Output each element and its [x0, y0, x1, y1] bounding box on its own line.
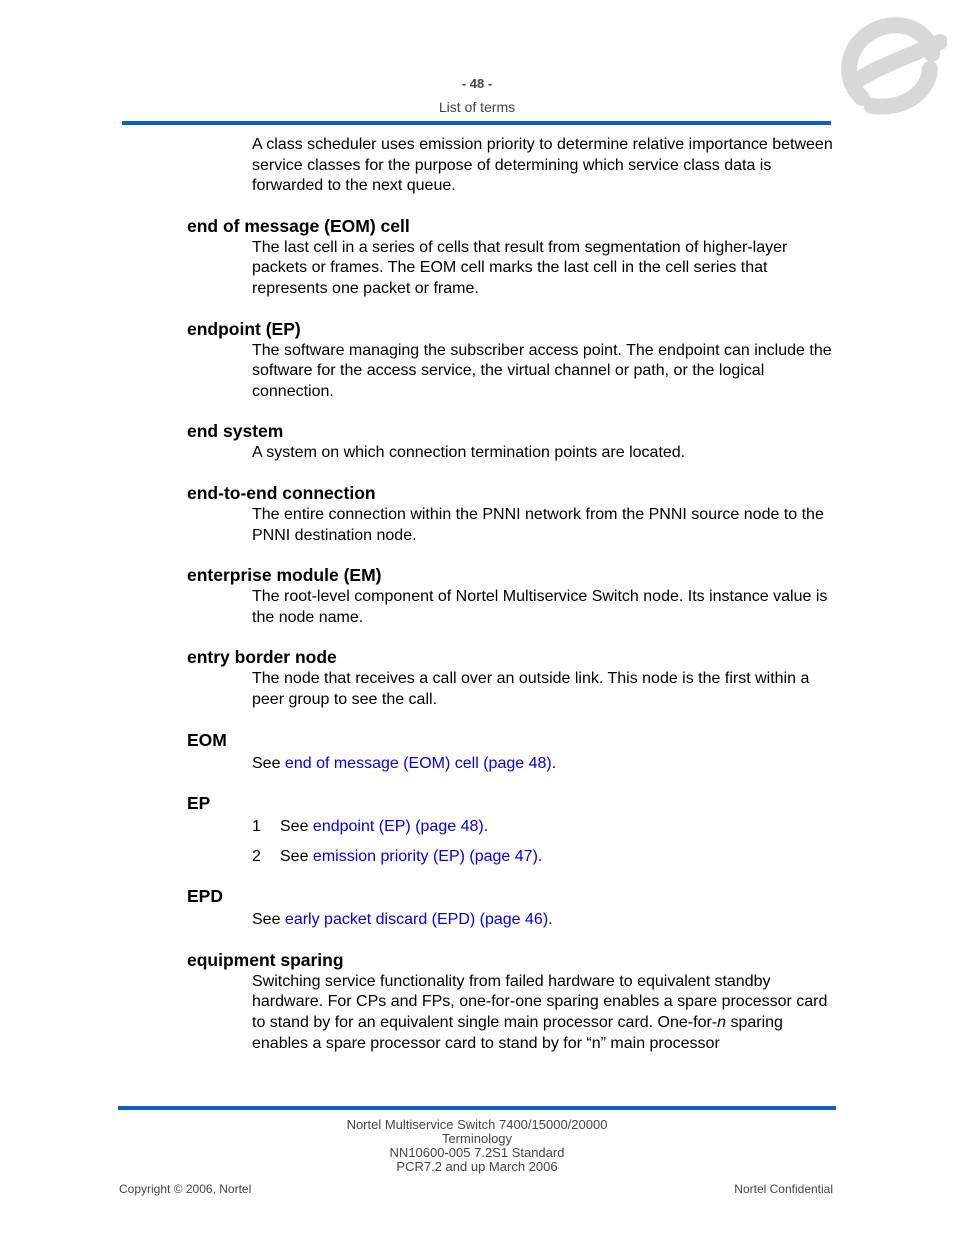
cross-reference-link[interactable]: end of message (EOM) cell (page 48): [284, 754, 552, 772]
cross-reference-link[interactable]: endpoint (EP) (page 48): [312, 818, 484, 836]
see-reference: [252, 910, 837, 931]
glossary-entry: [187, 729, 837, 775]
glossary-content: [187, 135, 837, 1072]
footer-release: PCR7.2 and up March 2006: [396, 1159, 558, 1174]
glossary-term: equipment sparing: [187, 949, 344, 970]
glossary-term: end of message (EOM) cell: [187, 215, 410, 236]
glossary-entry: [187, 318, 837, 403]
footer-rule: [118, 1106, 836, 1110]
glossary-entry: [187, 792, 837, 867]
glossary-definition: A system on which connection termination points are located.: [252, 444, 686, 462]
see-suffix: .: [548, 911, 553, 929]
definition-text: sparing enables a spare processor card to stand by for “n” main processor: [252, 1014, 783, 1052]
glossary-entry: [187, 646, 837, 710]
see-prefix: See: [280, 818, 313, 836]
see-suffix: .: [483, 818, 489, 836]
glossary-term: end system: [187, 421, 284, 442]
glossary-term: end-to-end connection: [187, 482, 376, 503]
definition-text: Switching service functionality from failed hardware to equivalent standby hardware. For CPs and FPs, one-for-one sparing enables a spare processor card to stand by for an equivalent single main processor card. One-for-: [252, 972, 828, 1032]
cross-reference-link[interactable]: early packet discard (EPD) (page 46): [284, 911, 549, 929]
glossary-term: enterprise module (EM): [187, 565, 382, 586]
glossary-entry: [187, 949, 837, 1054]
intro-entry: [187, 135, 837, 197]
glossary-entry: [187, 885, 837, 931]
footer-copyright: Copyright © 2006, Nortel: [119, 1182, 252, 1196]
see-suffix: .: [551, 754, 557, 772]
footer-confidential: Nortel Confidential: [734, 1182, 833, 1196]
glossary-entry: [187, 564, 837, 628]
footer-doc-number: NN10600-005 7.2S1 Standard: [389, 1145, 565, 1160]
glossary-definition: The node that receives a call over an outside link. This node is the first within a peer group to see the call.: [252, 670, 810, 708]
glossary-definition: The entire connection within the PNNI network from the PNNI source node to the PNNI destination node.: [252, 505, 824, 544]
see-prefix: See: [252, 911, 285, 929]
glossary-entry: [187, 482, 837, 546]
reference-list: [252, 817, 837, 867]
glossary-term: EOM: [187, 729, 227, 750]
page-number: - 48 -: [461, 76, 493, 91]
glossary-term: endpoint (EP): [187, 318, 301, 339]
footer-product: Nortel Multiservice Switch 7400/15000/20000: [346, 1117, 608, 1132]
see-prefix: See: [252, 754, 285, 772]
list-item: [252, 847, 837, 868]
footer-document-info: [0, 1118, 954, 1174]
definition-italic: n: [717, 1014, 727, 1032]
see-prefix: See: [280, 847, 313, 865]
glossary-term: EPD: [187, 886, 223, 907]
see-suffix: .: [537, 847, 543, 865]
section-title: List of terms: [438, 99, 516, 115]
footer-title: Terminology: [441, 1131, 513, 1146]
header-rule: [122, 121, 831, 125]
list-item: [252, 817, 837, 838]
glossary-definition: The last cell in a series of cells that result from segmentation of higher-layer packets or frames. The EOM cell marks the last cell in the cell series that represents one packet or frame.: [252, 238, 788, 297]
list-number: 1: [252, 818, 261, 836]
glossary-entry: [187, 215, 837, 300]
see-reference: [252, 754, 837, 775]
intro-definition: A class scheduler uses emission priority to determine relative importance between service classes for the purpose of determining which service class data is forwarded to the next queue.: [252, 136, 833, 195]
glossary-definition: The software managing the subscriber access point. The endpoint can include the software for the access service, the virtual channel or path, or the logical connection.: [252, 341, 832, 400]
cross-reference-link[interactable]: emission priority (EP) (page 47): [312, 847, 538, 865]
glossary-definition: The root-level component of Nortel Multiservice Switch node. Its instance value is the node name.: [252, 588, 828, 626]
list-number: 2: [252, 847, 261, 865]
glossary-term: entry border node: [187, 647, 337, 668]
glossary-term: EP: [187, 793, 211, 814]
glossary-entry: [187, 420, 837, 464]
glossary-definition: [252, 972, 837, 1054]
